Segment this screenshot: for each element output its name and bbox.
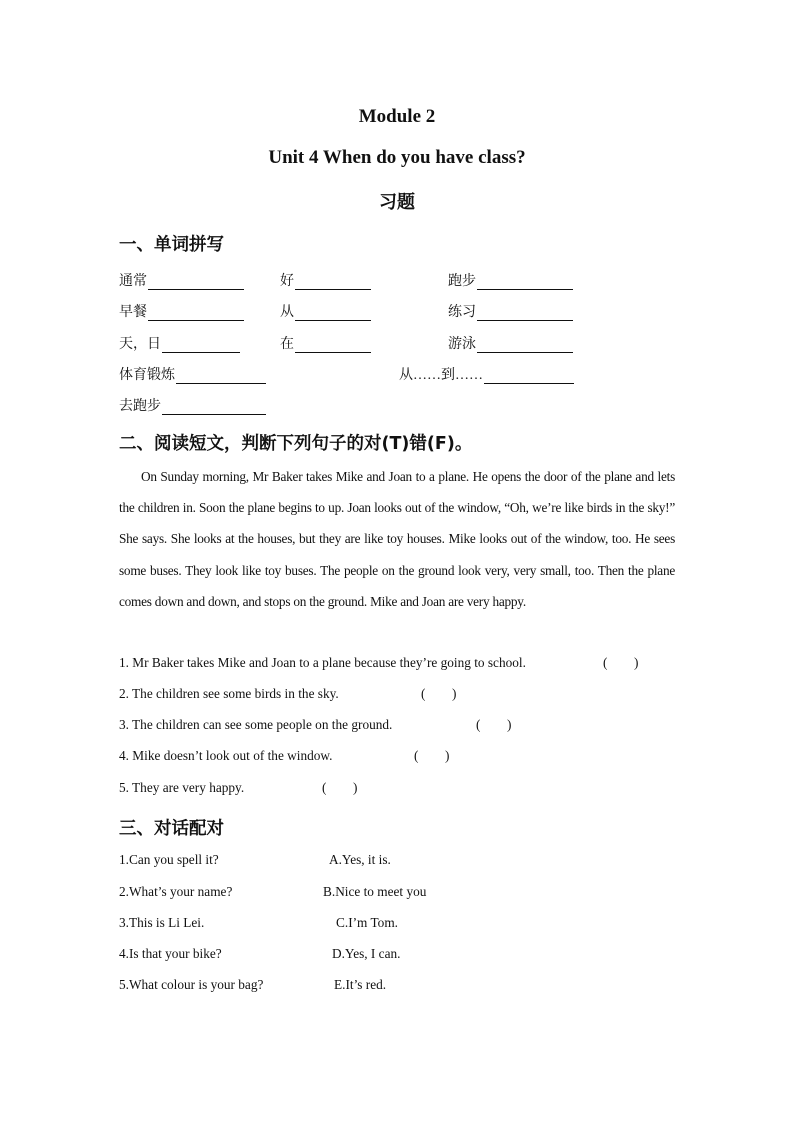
answer-blank[interactable]	[477, 306, 573, 321]
answer-blank[interactable]	[477, 275, 573, 290]
unit-title: Unit 4 When do you have class?	[268, 147, 526, 168]
spelling-item: 好	[280, 270, 371, 290]
spelling-item: 在	[280, 333, 371, 353]
spelling-item: 早餐	[119, 301, 244, 321]
answer-blank[interactable]	[295, 275, 371, 290]
spelling-item: 跑步	[448, 270, 573, 290]
dialogue-question-5: 5.What colour is your bag?	[119, 977, 264, 992]
answer-blank[interactable]	[162, 338, 240, 353]
judge-question-1: 1. Mr Baker takes Mike and Joan to a plane because they’re going to school.	[119, 655, 526, 670]
judge-question-3: 3. The children can see some people on the ground.	[119, 717, 393, 732]
spelling-item: 游泳	[448, 333, 573, 353]
spelling-item: 练习	[448, 301, 573, 321]
answer-blank[interactable]	[477, 338, 573, 353]
spelling-item: 体育锻炼	[119, 364, 266, 384]
spelling-item: 通常	[119, 270, 244, 290]
dialogue-answer-e: E.It’s red.	[334, 977, 387, 992]
answer-parentheses[interactable]: ( )	[322, 780, 358, 795]
page-subtitle: 习题	[379, 192, 415, 213]
section-heading-spelling: 一、单词拼写	[119, 235, 224, 255]
dialogue-question-3: 3.This is Li Lei.	[119, 915, 205, 930]
spelling-item: 天，日	[119, 333, 240, 353]
dialogue-question-2: 2.What’s your name?	[119, 884, 233, 899]
answer-blank[interactable]	[162, 400, 266, 415]
answer-blank[interactable]	[295, 306, 371, 321]
answer-blank[interactable]	[484, 369, 574, 384]
dialogue-question-1: 1.Can you spell it?	[119, 852, 219, 867]
dialogue-answer-b: B.Nice to meet you	[323, 884, 427, 899]
dialogue-question-4: 4.Is that your bike?	[119, 946, 222, 961]
dialogue-answer-c: C.I’m Tom.	[336, 915, 398, 930]
judge-question-5: 5. They are very happy.	[119, 780, 245, 795]
module-title: Module 2	[358, 106, 436, 127]
answer-parentheses[interactable]: ( )	[476, 717, 512, 732]
spelling-item: 从……到……	[399, 364, 574, 384]
answer-parentheses[interactable]: ( )	[603, 655, 639, 670]
answer-blank[interactable]	[148, 275, 244, 290]
answer-parentheses[interactable]: ( )	[414, 748, 450, 763]
spelling-item: 去跑步	[119, 395, 266, 415]
reading-passage: On Sunday morning, Mr Baker takes Mike and Joan to a plane. He opens the door of the plane and lets the children in. Soon the plane begins to up. Joan looks out of the window, “Oh, we’re like birds in the sky!” She says. She looks at the houses, but they are like toy houses. Mike looks out of the window, too. He sees some buses. They look like toy buses. The people on the ground look very, very small, too. Then the plane comes down and down, and stops on the ground. Mike and Joan are very happy.	[119, 469, 675, 609]
spelling-item: 从	[280, 301, 371, 321]
judge-question-4: 4. Mike doesn’t look out of the window.	[119, 748, 333, 763]
answer-parentheses[interactable]: ( )	[421, 686, 457, 701]
answer-blank[interactable]	[176, 369, 266, 384]
dialogue-answer-d: D.Yes, I can.	[332, 946, 401, 961]
judge-question-2: 2. The children see some birds in the sky.	[119, 686, 339, 701]
answer-blank[interactable]	[148, 306, 244, 321]
dialogue-answer-a: A.Yes, it is.	[329, 852, 391, 867]
answer-blank[interactable]	[295, 338, 371, 353]
section-heading-reading: 二、阅读短文，判断下列句子的对(T)错(F)。	[119, 434, 473, 454]
section-heading-matching: 三、对话配对	[119, 819, 224, 839]
